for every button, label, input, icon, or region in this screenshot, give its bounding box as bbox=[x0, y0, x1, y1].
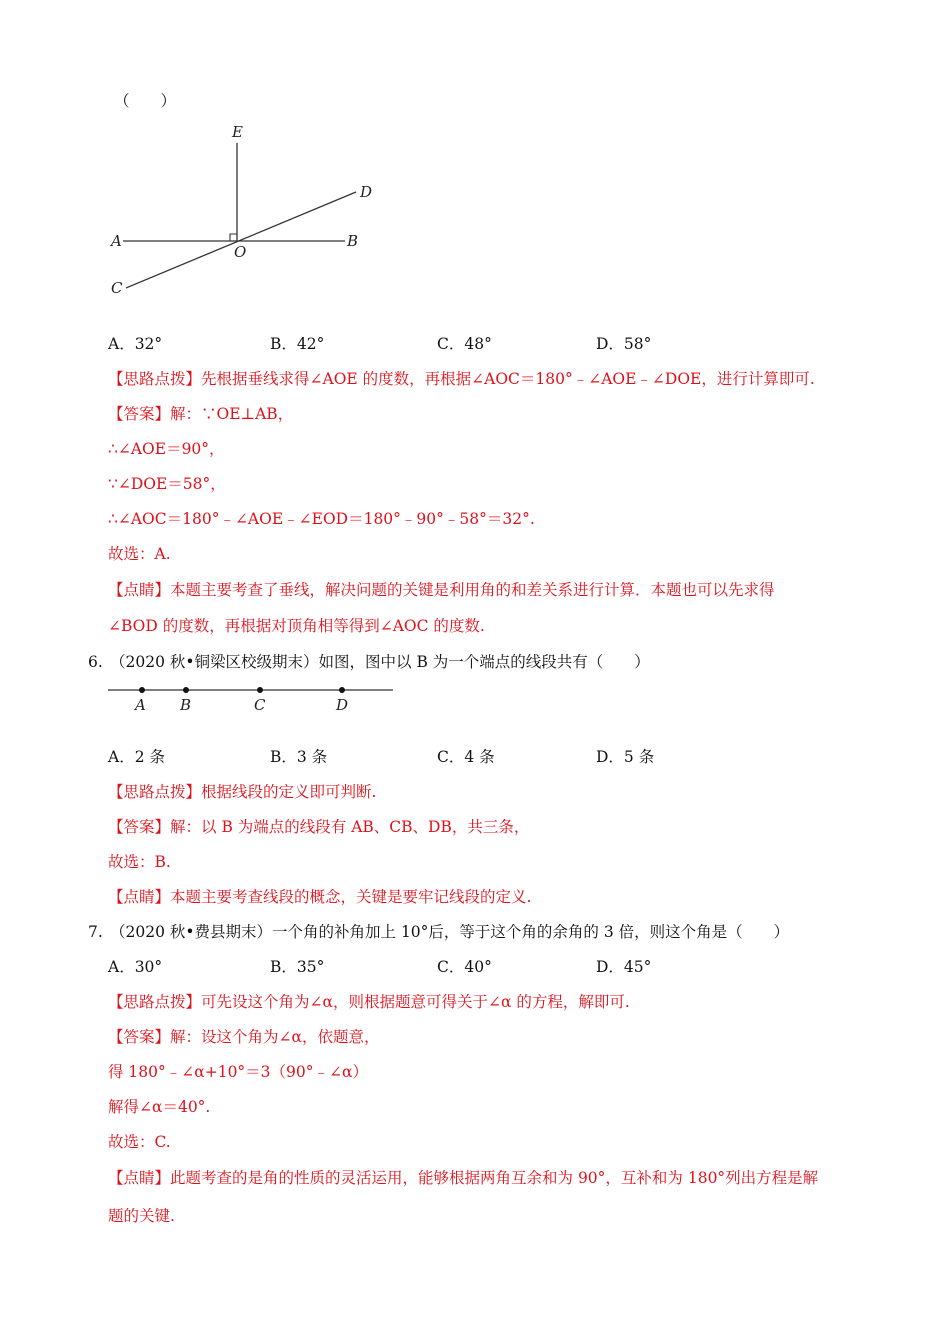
answer-text: 解：设这个角为∠α，依题意， bbox=[170, 1028, 380, 1046]
label-a: A bbox=[111, 232, 122, 250]
answer-text: 解：∵OE⊥AB， bbox=[170, 405, 294, 423]
q6-option-a: A．2 条 bbox=[108, 748, 165, 766]
hint-text: 根据线段的定义即可判断. bbox=[201, 783, 377, 801]
label-b: B bbox=[180, 696, 192, 714]
answer-tag: 【答案】 bbox=[108, 818, 171, 836]
q5-answer-line-3: ∵∠DOE＝58°， bbox=[108, 475, 226, 493]
point-tag: 【点睛】 bbox=[108, 888, 171, 906]
q7-answer-line-2: 得 180°﹣∠α+10°＝3（90°﹣∠α） bbox=[108, 1063, 368, 1081]
q5-answer-choice: 故选：A. bbox=[108, 545, 171, 563]
point-tag: 【点睛】 bbox=[108, 581, 171, 599]
point-d bbox=[339, 687, 345, 693]
label-b: B bbox=[347, 232, 359, 250]
q6-hint bbox=[108, 781, 376, 803]
q6-point bbox=[108, 886, 531, 908]
q7-answer-line-3: 解得∠α＝40°. bbox=[108, 1098, 211, 1116]
q5-option-d: D．58° bbox=[596, 335, 652, 353]
q6-option-b: B．3 条 bbox=[270, 748, 328, 766]
q7-option-d: D．45° bbox=[596, 958, 652, 976]
q6-option-d: D．5 条 bbox=[596, 748, 655, 766]
label-d: D bbox=[336, 696, 349, 714]
q7-answer-choice: 故选：C. bbox=[108, 1133, 171, 1151]
hint-tag: 【思路点拨】 bbox=[108, 370, 202, 388]
q7-option-c: C．40° bbox=[437, 958, 492, 976]
q5-paren: （ ） bbox=[114, 92, 177, 110]
q5-option-b: B．42° bbox=[270, 335, 325, 353]
q5-point-line-2: ∠BOD 的度数，再根据对顶角相等得到∠AOC 的度数. bbox=[108, 617, 485, 635]
label-c: C bbox=[254, 696, 266, 714]
hint-tag: 【思路点拨】 bbox=[108, 993, 202, 1011]
q6-stem: （2020 秋•铜梁区校级期末）如图，图中以 B 为一个端点的线段共有（ ） bbox=[110, 653, 650, 671]
q5-option-a: A．32° bbox=[108, 335, 163, 353]
point-c bbox=[257, 687, 263, 693]
q7-answer-line-1 bbox=[108, 1026, 379, 1048]
q5-option-c: C．48° bbox=[437, 335, 492, 353]
q6-option-c: C．4 条 bbox=[437, 748, 495, 766]
label-o: O bbox=[234, 243, 247, 261]
q6-answer-choice: 故选：B. bbox=[108, 853, 171, 871]
label-e: E bbox=[232, 123, 243, 141]
label-d: D bbox=[360, 183, 373, 201]
answer-tag: 【答案】 bbox=[108, 405, 171, 423]
point-a bbox=[139, 687, 145, 693]
q7-option-a: A．30° bbox=[108, 958, 163, 976]
answer-text: 解：以 B 为端点的线段有 AB、CB、DB，共三条， bbox=[170, 818, 530, 836]
q5-answer-line-4: ∴∠AOC＝180°﹣∠AOE﹣∠EOD＝180°﹣90°﹣58°＝32°. bbox=[108, 510, 535, 528]
point-text: 本题主要考查线段的概念，关键是要牢记线段的定义. bbox=[170, 888, 532, 906]
answer-tag: 【答案】 bbox=[108, 1028, 171, 1046]
point-text: 此题考查的是角的性质的灵活运用，能够根据两角互余和为 90°，互补和为 180°列出方程是解 bbox=[170, 1169, 819, 1187]
label-a: A bbox=[135, 696, 146, 714]
q7-hint bbox=[108, 991, 630, 1013]
hint-tag: 【思路点拨】 bbox=[108, 783, 202, 801]
q5-answer-line-2: ∴∠AOE＝90°， bbox=[108, 440, 225, 458]
point-b bbox=[183, 687, 189, 693]
hint-text: 可先设这个角为∠α，则根据题意可得关于∠α 的方程，解即可. bbox=[201, 993, 630, 1011]
q7-stem: （2020 秋•费县期末）一个角的补角加上 10°后，等于这个角的余角的 3 倍，则这个角是（ ） bbox=[110, 923, 790, 941]
q6-number: 6. bbox=[88, 653, 103, 671]
point-text: 本题主要考查了垂线，解决问题的关键是利用角的和差关系进行计算．本题也可以先求得 bbox=[170, 581, 775, 599]
label-c: C bbox=[111, 279, 123, 297]
point-tag: 【点睛】 bbox=[108, 1169, 171, 1187]
hint-text: 先根据垂线求得∠AOE 的度数，再根据∠AOC＝180°﹣∠AOE﹣∠DOE，进行计算即可. bbox=[201, 370, 815, 388]
q7-number: 7. bbox=[88, 923, 103, 941]
q7-option-b: B．35° bbox=[270, 958, 325, 976]
q7-point-line-2: 题的关键. bbox=[108, 1207, 175, 1225]
q6-answer bbox=[108, 816, 529, 838]
q7-point-line-1 bbox=[108, 1167, 818, 1189]
